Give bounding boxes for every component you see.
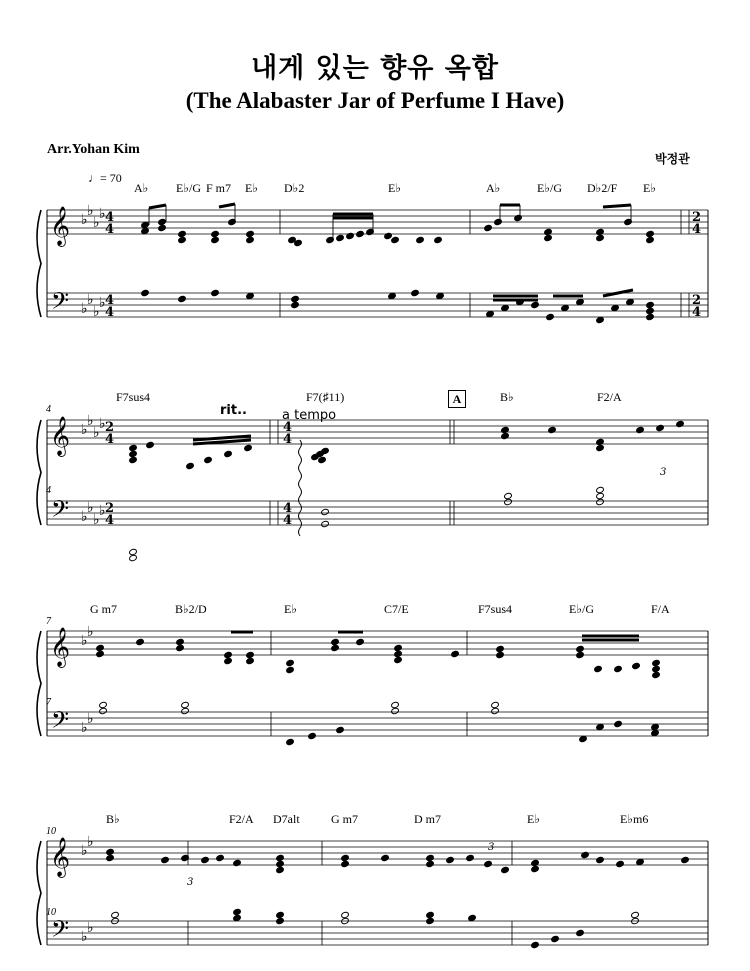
notehead <box>129 456 138 463</box>
flat-sign-icon: ♭ <box>99 503 106 519</box>
chord-symbol: F m7 <box>206 181 232 195</box>
song-subtitle: (The Alabaster Jar of Perfume I Have) <box>185 88 565 113</box>
chord-symbol: B♭ <box>106 812 120 826</box>
notehead <box>181 707 190 714</box>
quarter-note-icon: ♩ <box>88 171 100 185</box>
chord-symbol: D♭2 <box>284 181 305 195</box>
notehead <box>426 917 435 924</box>
notehead <box>331 638 340 645</box>
notehead <box>341 854 350 861</box>
tempo-value: = 70 <box>100 171 122 185</box>
notehead <box>286 666 295 673</box>
chord-symbol: D♭2/F <box>587 181 618 195</box>
notehead <box>434 236 443 243</box>
notehead <box>646 230 655 237</box>
notehead <box>246 230 255 237</box>
chord-symbol: E♭ <box>643 181 656 195</box>
notehead <box>391 707 400 714</box>
notehead <box>491 701 500 708</box>
notehead <box>636 858 645 865</box>
song-title: 내게 있는 향유 옥합 <box>251 53 499 84</box>
bass-clef-icon: 𝄢 <box>51 706 70 739</box>
notehead <box>176 638 185 645</box>
notehead <box>381 854 390 861</box>
notehead <box>211 230 220 237</box>
notehead <box>486 310 495 317</box>
notehead <box>426 860 435 867</box>
notehead <box>233 859 242 866</box>
flat-sign-icon: ♭ <box>87 920 94 936</box>
notehead <box>496 651 505 658</box>
notehead <box>681 856 690 863</box>
notehead <box>341 911 350 918</box>
notehead <box>446 856 455 863</box>
notehead <box>451 650 460 657</box>
notehead <box>321 447 330 454</box>
notehead <box>211 236 220 243</box>
notehead <box>531 859 540 866</box>
notehead <box>233 908 242 915</box>
notehead <box>346 232 355 239</box>
notehead <box>504 498 513 505</box>
notehead <box>291 295 300 302</box>
flat-sign-icon: ♭ <box>99 295 106 311</box>
notehead <box>99 701 108 708</box>
notehead <box>651 723 660 730</box>
notehead <box>141 289 150 296</box>
time-signature-top: 4 <box>283 420 293 435</box>
notehead <box>596 492 605 499</box>
notehead <box>646 301 655 308</box>
notehead <box>158 224 167 231</box>
notehead <box>176 644 185 651</box>
notehead <box>244 444 253 451</box>
notehead <box>111 911 120 918</box>
notehead <box>129 554 138 561</box>
time-signature-bottom: 4 <box>692 305 702 320</box>
flat-sign-icon: ♭ <box>93 304 100 320</box>
notehead <box>336 726 345 733</box>
chord-symbol: E♭ <box>388 181 401 195</box>
flat-sign-icon: ♭ <box>87 203 94 219</box>
measure-number: 10 <box>46 826 56 837</box>
notehead <box>276 917 285 924</box>
notehead <box>501 866 510 873</box>
notehead <box>484 224 493 231</box>
chord-symbol: E♭ <box>527 812 540 826</box>
treble-clef-icon: 𝄞 <box>50 627 71 667</box>
notehead <box>652 671 661 678</box>
notehead <box>614 665 623 672</box>
notehead <box>331 644 340 651</box>
notehead <box>611 304 620 311</box>
time-signature-top: 4 <box>105 210 115 225</box>
notehead <box>394 644 403 651</box>
flat-sign-icon: ♭ <box>81 720 88 736</box>
flat-sign-icon: ♭ <box>99 206 106 222</box>
notehead <box>579 735 588 742</box>
chord-symbol: B♭ <box>500 390 514 404</box>
time-signature-top: 2 <box>692 293 702 308</box>
beam <box>219 204 235 207</box>
treble-clef-icon: 𝄞 <box>50 837 71 877</box>
rit-marking: rit.. <box>220 403 247 418</box>
flat-sign-icon: ♭ <box>87 413 94 429</box>
chord-symbol: E♭/G <box>176 181 201 195</box>
notehead <box>204 456 213 463</box>
notehead <box>576 651 585 658</box>
notehead <box>391 701 400 708</box>
notehead <box>631 911 640 918</box>
flat-sign-icon: ♭ <box>87 834 94 850</box>
notehead <box>276 911 285 918</box>
notehead <box>436 292 445 299</box>
notehead <box>276 860 285 867</box>
flat-sign-icon: ♭ <box>93 512 100 528</box>
arpeggio-sign <box>299 440 302 536</box>
notehead <box>531 865 540 872</box>
notehead <box>158 218 167 225</box>
notehead <box>466 854 475 861</box>
chord-symbol: F7(♯11) <box>306 390 345 404</box>
notehead <box>341 860 350 867</box>
chord-symbol: F7sus4 <box>478 602 513 616</box>
notehead <box>246 651 255 658</box>
chord-symbol: B♭2/D <box>175 602 207 616</box>
notehead <box>561 304 570 311</box>
time-signature-bottom: 4 <box>105 305 115 320</box>
notehead <box>636 426 645 433</box>
notehead <box>596 316 605 323</box>
notehead <box>426 854 435 861</box>
time-signature-bottom: 4 <box>283 513 293 528</box>
chord-symbol: E♭ <box>284 602 297 616</box>
notehead <box>531 941 540 948</box>
notehead <box>468 914 477 921</box>
notehead <box>394 656 403 663</box>
notehead <box>161 856 170 863</box>
notehead <box>551 935 560 942</box>
notehead <box>141 227 150 234</box>
notehead <box>651 729 660 736</box>
notehead <box>548 426 557 433</box>
notehead <box>496 645 505 652</box>
beam <box>603 205 631 207</box>
notehead <box>224 657 233 664</box>
flat-sign-icon: ♭ <box>87 711 94 727</box>
notehead <box>504 492 513 499</box>
notehead <box>652 665 661 672</box>
notehead <box>318 456 327 463</box>
notehead <box>178 236 187 243</box>
notehead <box>129 450 138 457</box>
measure-number: 4 <box>46 485 51 496</box>
notehead <box>544 234 553 241</box>
notehead <box>321 508 330 515</box>
notehead <box>416 236 425 243</box>
flat-sign-icon: ♭ <box>87 624 94 640</box>
notehead <box>646 307 655 314</box>
notehead <box>141 221 150 228</box>
time-signature-bottom: 4 <box>283 432 293 447</box>
time-signature-top: 2 <box>105 420 115 435</box>
notehead <box>394 650 403 657</box>
notehead <box>594 665 603 672</box>
notehead <box>146 441 155 448</box>
notehead <box>546 313 555 320</box>
notehead <box>356 230 365 237</box>
chord-symbol: E♭/G <box>537 181 562 195</box>
notehead <box>596 498 605 505</box>
notehead <box>614 720 623 727</box>
time-signature-top: 2 <box>692 210 702 225</box>
flat-sign-icon: ♭ <box>81 301 88 317</box>
triplet-mark: 3 <box>660 467 667 478</box>
chord-symbol: A♭ <box>134 181 149 195</box>
time-signature-top: 4 <box>105 293 115 308</box>
notehead <box>96 644 105 651</box>
treble-clef-icon: 𝄞 <box>50 416 71 456</box>
triplet-mark: 3 <box>187 877 194 888</box>
notehead <box>501 426 510 433</box>
notehead <box>224 651 233 658</box>
notehead <box>291 301 300 308</box>
chord-symbol: G m7 <box>331 812 358 826</box>
notehead <box>321 520 330 527</box>
bass-clef-icon: 𝄢 <box>51 287 70 320</box>
arranger-credit: Arr.Yohan Kim <box>47 142 140 157</box>
notehead <box>632 662 641 669</box>
flat-sign-icon: ♭ <box>81 633 88 649</box>
notehead <box>494 218 503 225</box>
notehead <box>544 228 553 235</box>
time-signature-bottom: 4 <box>105 513 115 528</box>
notehead <box>501 304 510 311</box>
time-signature-bottom: 4 <box>105 222 115 237</box>
chord-symbol: E♭/G <box>569 602 594 616</box>
chord-symbol: D7alt <box>273 812 300 826</box>
notehead <box>501 432 510 439</box>
notehead <box>286 659 295 666</box>
flat-sign-icon: ♭ <box>81 509 88 525</box>
notehead <box>129 548 138 555</box>
notehead <box>391 236 400 243</box>
chord-symbol: D m7 <box>414 812 441 826</box>
time-signature-bottom: 4 <box>105 432 115 447</box>
measure-number: 7 <box>46 697 51 708</box>
notehead <box>233 914 242 921</box>
notehead <box>216 854 225 861</box>
time-signature-top: 4 <box>283 501 293 516</box>
notehead <box>276 866 285 873</box>
notehead <box>336 234 345 241</box>
notehead <box>384 232 393 239</box>
flat-sign-icon: ♭ <box>99 416 106 432</box>
brace <box>37 841 41 945</box>
notehead <box>211 289 220 296</box>
time-signature-top: 2 <box>105 501 115 516</box>
notehead <box>308 732 317 739</box>
flat-sign-icon: ♭ <box>87 292 94 308</box>
bass-clef-icon: 𝄢 <box>51 495 70 528</box>
notehead <box>356 638 365 645</box>
chord-symbol: F/A <box>651 602 670 616</box>
notehead <box>178 295 187 302</box>
notehead <box>201 856 210 863</box>
notehead <box>531 301 540 308</box>
notehead <box>596 234 605 241</box>
notehead <box>596 438 605 445</box>
notehead <box>276 854 285 861</box>
notehead <box>596 444 605 451</box>
notehead <box>246 657 255 664</box>
notehead <box>646 313 655 320</box>
flat-sign-icon: ♭ <box>81 843 88 859</box>
notehead <box>106 848 115 855</box>
notehead <box>106 854 115 861</box>
notehead <box>576 929 585 936</box>
chord-symbol: E♭ <box>245 181 258 195</box>
flat-sign-icon: ♭ <box>87 500 94 516</box>
notehead <box>596 723 605 730</box>
notehead <box>596 856 605 863</box>
flat-sign-icon: ♭ <box>81 929 88 945</box>
chord-symbol: E♭m6 <box>620 812 649 826</box>
notehead <box>646 236 655 243</box>
notehead <box>484 860 493 867</box>
treble-clef-icon: 𝄞 <box>50 206 71 246</box>
notehead <box>581 851 590 858</box>
notehead <box>576 645 585 652</box>
notehead <box>676 420 685 427</box>
chord-symbol: F2/A <box>229 812 254 826</box>
notehead <box>652 659 661 666</box>
composer-credit: 박정관 <box>655 152 690 166</box>
notehead <box>388 292 397 299</box>
notehead <box>96 650 105 657</box>
notehead <box>246 292 255 299</box>
notehead <box>178 230 187 237</box>
brace <box>37 210 41 317</box>
brace <box>37 631 41 736</box>
notehead <box>596 486 605 493</box>
flat-sign-icon: ♭ <box>81 422 88 438</box>
notehead <box>99 707 108 714</box>
flat-sign-icon: ♭ <box>81 212 88 228</box>
notehead <box>286 738 295 745</box>
measure-number: 10 <box>46 907 56 918</box>
time-signature-bottom: 4 <box>692 222 702 237</box>
notehead <box>656 424 665 431</box>
notehead <box>576 298 585 305</box>
notehead <box>411 289 420 296</box>
rehearsal-mark: A <box>448 390 466 408</box>
notehead <box>181 701 190 708</box>
flat-sign-icon: ♭ <box>93 215 100 231</box>
notehead <box>186 462 195 469</box>
a-tempo-marking: a tempo <box>282 408 337 423</box>
chord-symbol: A♭ <box>486 181 501 195</box>
triplet-mark: 3 <box>488 842 495 853</box>
notehead <box>129 444 138 451</box>
notehead <box>626 298 635 305</box>
chord-symbol: C7/E <box>384 602 409 616</box>
notehead <box>596 228 605 235</box>
notehead <box>246 236 255 243</box>
bass-clef-icon: 𝄢 <box>51 915 70 948</box>
measure-number: 4 <box>46 404 51 415</box>
flat-sign-icon: ♭ <box>93 425 100 441</box>
brace <box>37 420 41 525</box>
notehead <box>224 450 233 457</box>
chord-symbol: F2/A <box>597 390 622 404</box>
chord-symbol: G m7 <box>90 602 117 616</box>
notehead <box>136 638 145 645</box>
notehead <box>426 911 435 918</box>
notehead <box>616 860 625 867</box>
chord-symbol: F7sus4 <box>116 390 151 404</box>
notehead <box>491 707 500 714</box>
notehead <box>514 214 523 221</box>
measure-number: 7 <box>46 616 51 627</box>
beam <box>149 205 166 208</box>
